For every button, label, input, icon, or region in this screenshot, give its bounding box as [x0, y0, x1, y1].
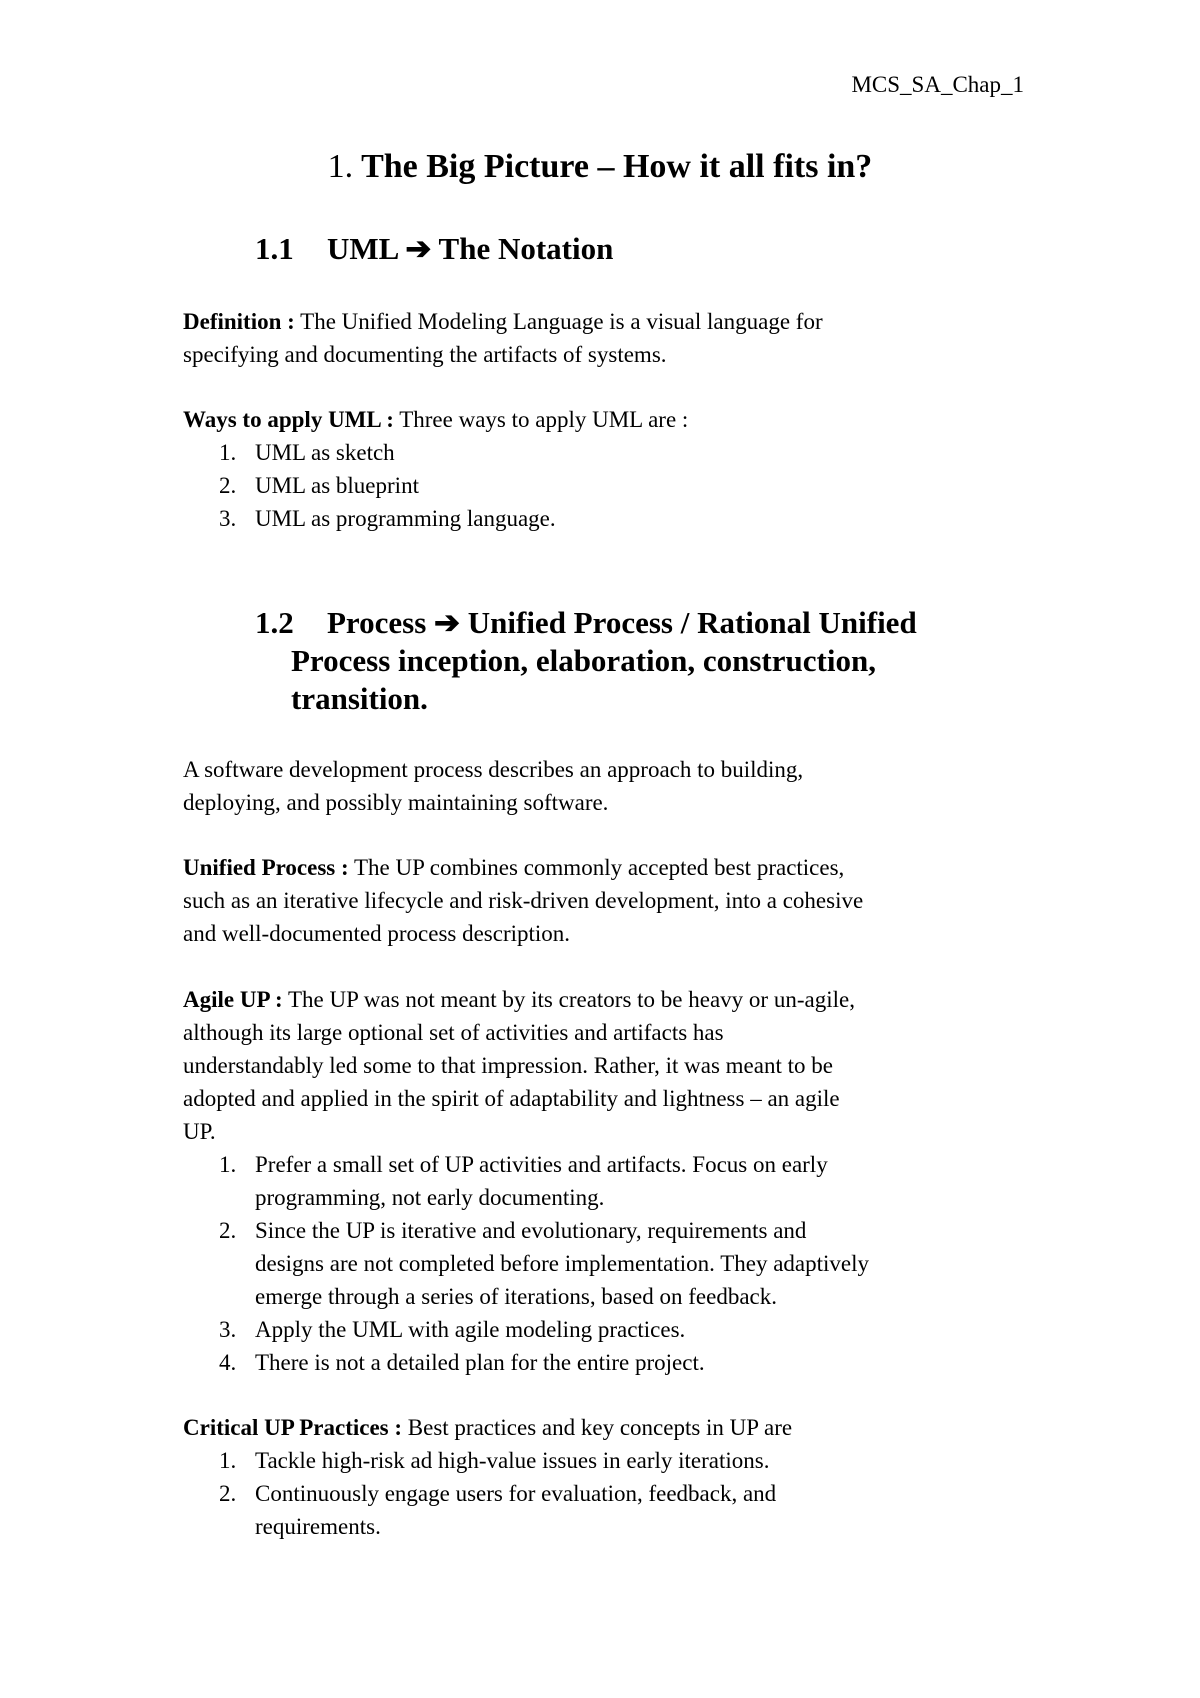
- list-item: 2. Since the UP is iterative and evolutionary, requirements and designs are not completed before implementation. They adaptively emerge through a series of iterations, based on feedback.: [183, 1214, 1023, 1313]
- list-item-text: UML as sketch: [255, 440, 395, 465]
- paragraph-line: UP.: [183, 1119, 216, 1144]
- paragraph-line: understandably led some to that impression. Rather, it was meant to be: [183, 1053, 833, 1078]
- page-header: MCS_SA_Chap_1: [851, 72, 1024, 97]
- agile-up-label: Agile UP :: [183, 987, 283, 1012]
- paragraph-line: such as an iterative lifecycle and risk-driven development, into a cohesive: [183, 888, 864, 913]
- paragraph-text: The UP was not meant by its creators to be heavy or un-agile,: [282, 987, 855, 1012]
- list-item-text: emerge through a series of iterations, based on feedback.: [255, 1284, 777, 1309]
- critical-practices-list: [183, 1444, 1023, 1543]
- title-text: The Big Picture – How it all fits in?: [361, 148, 873, 185]
- section-title-cont: transition.: [291, 681, 428, 716]
- paragraph-line: although its large optional set of activities and artifacts has: [183, 1020, 724, 1045]
- ways-list: [183, 436, 1023, 535]
- paragraph-line: adopted and applied in the spirit of adaptability and lightness – an agile: [183, 1086, 840, 1111]
- title-number: 1.: [327, 148, 354, 185]
- paragraph-text: The UP combines commonly accepted best practices,: [348, 855, 845, 880]
- definition-label: Definition :: [183, 309, 295, 334]
- definition-paragraph: [183, 305, 1043, 371]
- unified-process-paragraph: [183, 851, 1043, 950]
- definition-text: The Unified Modeling Language is a visual language for: [294, 309, 823, 334]
- section-title: Process ➔ Unified Process / Rational Unified: [327, 605, 917, 640]
- critical-practices-text: Best practices and key concepts in UP are: [402, 1415, 793, 1440]
- list-item-text: Continuously engage users for evaluation, feedback, and: [255, 1481, 777, 1506]
- critical-practices-paragraph: [183, 1411, 1043, 1444]
- section-title: UML ➔ The Notation: [327, 231, 614, 266]
- list-item: 1. Prefer a small set of UP activities and artifacts. Focus on early programming, not early documenting.: [183, 1148, 1023, 1214]
- list-item: 3. UML as programming language.: [219, 506, 556, 531]
- list-item: 1. Tackle high-risk ad high-value issues in early iterations.: [183, 1444, 1023, 1477]
- paragraph-line: A software development process describes an approach to building,: [183, 757, 804, 782]
- list-item-text: programming, not early documenting.: [255, 1185, 605, 1210]
- definition-text-cont: specifying and documenting the artifacts of systems.: [183, 342, 667, 367]
- ways-text: Three ways to apply UML are :: [393, 407, 689, 432]
- list-item-text: UML as blueprint: [255, 473, 419, 498]
- critical-practices-label: Critical UP Practices :: [183, 1415, 403, 1440]
- list-item: 4. There is not a detailed plan for the entire project.: [183, 1346, 1023, 1379]
- list-item: 3. Apply the UML with agile modeling practices.: [183, 1313, 1023, 1346]
- intro-paragraph: [183, 753, 1043, 819]
- list-item: 2. UML as blueprint: [219, 473, 419, 498]
- list-item-text: There is not a detailed plan for the entire project.: [255, 1350, 705, 1375]
- list-item-text: requirements.: [255, 1514, 381, 1539]
- list-item-text: designs are not completed before implementation. They adaptively: [255, 1251, 869, 1276]
- list-item-text: Prefer a small set of UP activities and artifacts. Focus on early: [255, 1152, 828, 1177]
- paragraph-line: and well-documented process description.: [183, 921, 571, 946]
- section-heading-1-2: [255, 604, 917, 718]
- section-title-cont: Process inception, elaboration, construction,: [291, 643, 876, 678]
- agile-up-list: [183, 1148, 1023, 1379]
- paragraph-line: deploying, and possibly maintaining software.: [183, 790, 609, 815]
- page-title: [0, 148, 1200, 186]
- ways-label: Ways to apply UML :: [183, 407, 394, 432]
- list-item-text: UML as programming language.: [255, 506, 556, 531]
- unified-process-label: Unified Process :: [183, 855, 349, 880]
- agile-up-paragraph: [183, 983, 1043, 1148]
- section-number: 1.2: [255, 605, 294, 640]
- list-item: 1. UML as sketch: [219, 440, 395, 465]
- list-item-text: Apply the UML with agile modeling practices.: [255, 1317, 686, 1342]
- list-item-text: Since the UP is iterative and evolutionary, requirements and: [255, 1218, 807, 1243]
- ways-paragraph: [183, 403, 1043, 436]
- section-heading-1-1: [255, 230, 613, 268]
- list-item: 2. Continuously engage users for evaluation, feedback, and requirements.: [183, 1477, 1023, 1543]
- section-number: 1.1: [255, 231, 294, 266]
- list-item-text: Tackle high-risk ad high-value issues in early iterations.: [255, 1448, 770, 1473]
